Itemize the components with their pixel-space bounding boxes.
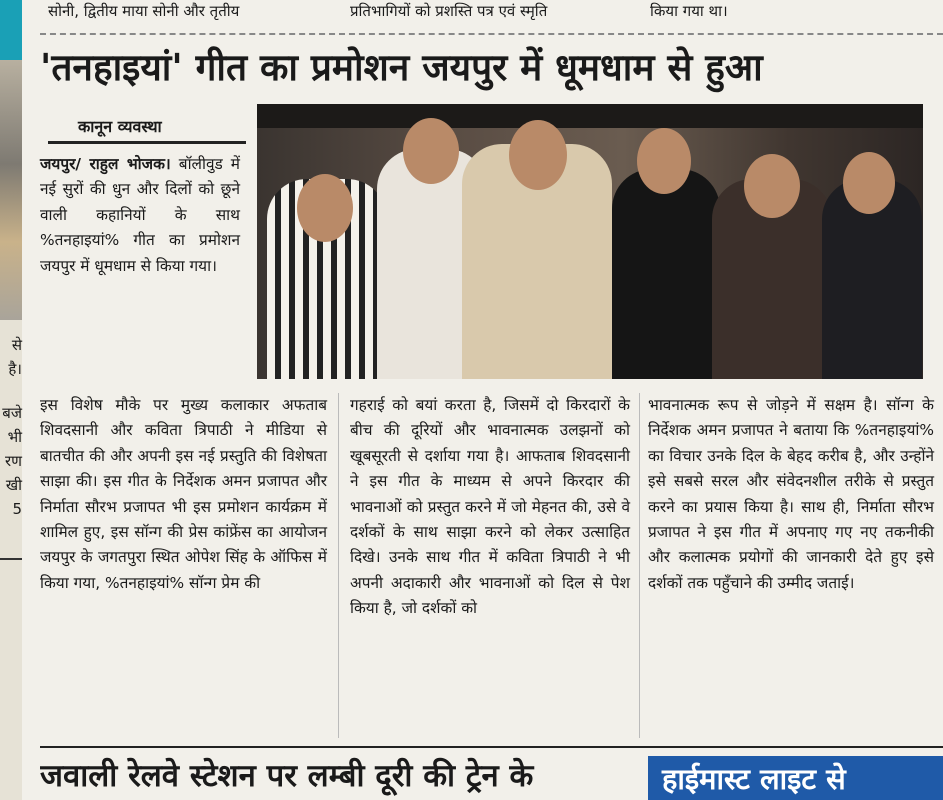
adjacent-text-fragment: बजे [2,404,22,422]
adjacent-text-fragment: है। [8,360,22,378]
next-article-headline: जवाली रेलवे स्टेशन पर लम्बी दूरी की ट्रेन के [40,758,534,794]
adjacent-column-strip [0,0,22,800]
previous-article-col3: किया गया था। [650,2,728,20]
adjacent-text-fragment: रण [5,452,22,470]
photo-backdrop-banner [257,104,923,128]
photo-person-head [744,154,800,218]
photo-person-head [843,152,895,214]
article-dateline: जयपुर/ राहुल भोजक। [40,155,171,173]
previous-article-tail [40,0,943,26]
article-column-1: इस विशेष मौके पर मुख्य कलाकार अफताब शिवदसानी और कविता त्रिपाठी ने मीडिया से बातचीत की और अपनी इस नई प्रस्तुति की विशेषता साझा की। इस गीत के निर्देशक अमन प्रजापत और निर्माता सौरभ प्रजापत भी इस प्रमोशन कार्यक्रम में शामिल हुए, इस सॉन्ग की प्रेस कांफ्रेंस का आयोजन जयपुर के जगतपुरा स्थित ओपेश सिंह के ऑफिस में किया गया, %तनहाइयां% सॉन्ग प्रेम की [40,396,327,592]
article-intro-text: बॉलीवुड में नई सुरों की धुन और दिलों को छूने वाली कहानियों के साथ %तनहाइयां% गीत का प्रमोशन जयपुर में धूमधाम से किया गया। [40,155,240,275]
column-divider [639,393,640,738]
adjacent-color-block [0,0,22,60]
column-divider [338,393,339,738]
article-column-2: गहराई को बयां करता है, जिसमें दो किरदारों के बीच की दूरियों और भावनात्मक उलझनों को खूबसूरती से दर्शाया गया है। आफताब शिवदसानी ने इस गीत के माध्यम से अपने किरदार की भावनाओं को प्रस्तुत करने में जो मेहनत की, उसे वे दर्शकों के साथ साझा करने को लेकर उत्साहित दिखे। उनके साथ गीत में कविता त्रिपाठी ने भी अपनी अदाकारी और भावनाओं को दिल से पेश किया है, जो दर्शकों को [350,396,630,618]
adjacent-text-fragment: खी [5,476,22,494]
adjacent-text-fragment: 5 [12,500,22,518]
adjacent-text-fragment: भी [7,428,22,446]
section-label: कानून व्यवस्था [48,110,246,144]
adjacent-text-fragment: से [11,336,22,354]
previous-article-col2: प्रतिभागियों को प्रशस्ति पत्र एवं स्मृति [350,2,548,20]
next-article-headline-right: हाईमास्ट लाइट से [648,756,943,800]
adjacent-photo-fragment [0,60,22,320]
photo-person [612,169,720,379]
article-column-1-top [40,152,240,279]
top-divider [40,33,943,35]
photo-person-head [509,120,567,190]
event-photo [257,104,923,379]
photo-person-head [403,118,459,184]
article-column-3: भावनात्मक रूप से जोड़ने में सक्षम है। सॉन्ग के निर्देशक अमन प्रजापत ने बताया कि %तनहाइयां% का विचार उनके दिल के बेहद करीब है, और उन्होंने इसे सबसे सरल और संवेदनशील तरीके से प्रस्तुत करने का प्रयास किया है। साथ ही, निर्माता सौरभ प्रजापत ने इस गीत में अपनाए गए नए तकनीकी और कलात्मक प्रयोगों की जानकारी देते हुए इसे दर्शकों तक पहुँचाने की उम्मीद जताई। [648,396,934,592]
previous-article-col1: सोनी, द्वितीय माया सोनी और तृतीय [48,2,240,20]
photo-person-head [297,174,353,242]
photo-person-head [637,128,691,194]
bottom-divider [40,746,943,748]
adjacent-rule [0,558,22,560]
article-headline: 'तनहाइयां' गीत का प्रमोशन जयपुर में धूमधाम से हुआ [40,46,763,89]
